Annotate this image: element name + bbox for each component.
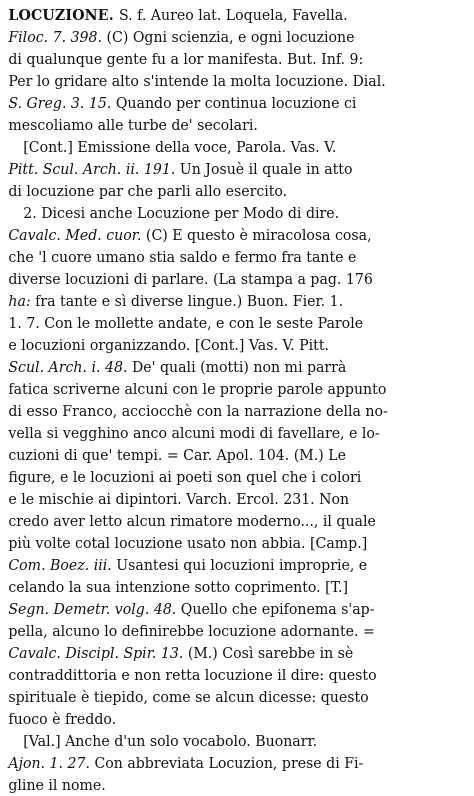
line-text: fra tante e sì diverse lingue.) Buon. Fier. 1. <box>30 292 344 310</box>
line-text: diverse locuzioni di parlare. (La stampa a pag. 176 <box>8 270 373 288</box>
line-text: cuzioni di que' tempi. = Car. Apol. 104. (M.) Le <box>8 446 346 464</box>
citation: Filoc. 7. 398. <box>8 28 103 46</box>
line-text: celando la sua intenzione sotto coprimento. [T.] <box>8 578 348 596</box>
line-text: e locuzioni organizzando. [Cont.] Vas. V. Pitt. <box>8 336 330 354</box>
citation: Scul. Arch. i. 48. <box>8 358 128 376</box>
text-line <box>8 312 435 334</box>
line-text: 2. Dicesi anche Locuzione per Modo di dire. <box>23 204 340 222</box>
text-line <box>8 642 435 664</box>
line-text: gline il nome. <box>8 776 106 794</box>
line-text: di esso Franco, acciocchè con la narrazione della no- <box>8 402 388 420</box>
line-text: pella, alcuno lo definirebbe locuzione adornante. = <box>8 622 375 640</box>
line-text: credo aver letto alcun rimatore moderno..., il quale <box>8 512 376 530</box>
text-line <box>8 70 435 92</box>
line-text: De' quali (motti) non mi parrà <box>127 358 347 376</box>
text-line <box>8 752 435 774</box>
text-line <box>8 422 435 444</box>
line-text: S. f. Aureo lat. Loquela, Favella. <box>118 6 348 24</box>
line-text: spirituale è tiepido, come se alcun dicesse: questo <box>8 688 369 706</box>
text-line <box>8 268 435 290</box>
citation: Segn. Demetr. volg. 48. <box>8 600 177 618</box>
line-text: Usantesi qui locuzioni improprie, e <box>111 556 368 574</box>
text-line <box>8 620 435 642</box>
text-line <box>8 48 435 70</box>
text-line <box>8 92 435 114</box>
headword: LOCUZIONE. <box>8 6 119 24</box>
text-line <box>8 26 435 48</box>
text-line <box>8 598 435 620</box>
citation: ha: <box>8 292 31 310</box>
line-text: vella si vegghino anco alcuni modi di favellare, e lo- <box>8 424 380 442</box>
line-text: 1. 7. Con le mollette andate, e con le seste Parole <box>8 314 364 332</box>
citation: Cavalc. Discipl. Spir. 13. <box>8 644 184 662</box>
line-text: di qualunque gente fu a lor manifesta. But. Inf. 9: <box>8 50 364 68</box>
text-line <box>8 466 435 488</box>
text-line <box>8 4 435 26</box>
text-line <box>8 378 435 400</box>
text-line <box>8 510 435 532</box>
line-text: figure, e le locuzioni ai poeti son quel che i colori <box>8 468 362 486</box>
dictionary-entry-locuzione <box>8 4 435 796</box>
text-line <box>8 730 435 752</box>
text-line <box>8 158 435 180</box>
citation: S. Greg. 3. 15. <box>8 94 112 112</box>
text-line <box>8 290 435 312</box>
line-text: [Cont.] Emissione della voce, Parola. Vas. V. <box>23 138 337 156</box>
text-line <box>8 554 435 576</box>
text-line <box>8 686 435 708</box>
text-line <box>8 444 435 466</box>
line-text: Un Josuè il quale in atto <box>175 160 353 178</box>
text-line <box>8 400 435 422</box>
citation: Pitt. Scul. Arch. ii. 191. <box>8 160 176 178</box>
text-line <box>8 532 435 554</box>
line-text: Quello che epifonema s'ap- <box>176 600 375 618</box>
line-text: fuoco è freddo. <box>8 710 117 728</box>
text-line <box>8 774 435 796</box>
text-line <box>8 576 435 598</box>
citation: Ajon. 1. 27. <box>8 754 90 772</box>
text-line <box>8 136 435 158</box>
text-line <box>8 488 435 510</box>
line-text: e le mischie ai dipintori. Varch. Ercol. 231. Non <box>8 490 350 508</box>
line-text: [Val.] Anche d'un solo vocabolo. Buonarr. <box>23 732 318 750</box>
text-line <box>8 224 435 246</box>
text-line <box>8 202 435 224</box>
line-text: contraddittoria e non retta locuzione il dire: questo <box>8 666 377 684</box>
line-text: Con abbreviata Locuzion, prese di Fi- <box>89 754 364 772</box>
line-text: (C) E questo è miracolosa cosa, <box>141 226 372 244</box>
text-line <box>8 664 435 686</box>
text-line <box>8 334 435 356</box>
line-text: (C) Ogni scienzia, e ogni locuzione <box>102 28 355 46</box>
text-line <box>8 356 435 378</box>
line-text: più volte cotal locuzione usato non abbia. [Camp.] <box>8 534 368 552</box>
text-line <box>8 114 435 136</box>
line-text: (M.) Così sarebbe in sè <box>183 644 354 662</box>
line-text: fatica scriverne alcuni con le proprie parole appunto <box>8 380 387 398</box>
line-text: mescoliamo alle turbe de' secolari. <box>8 116 258 134</box>
line-text: che 'l cuore umano stia saldo e fermo fra tante e <box>8 248 357 266</box>
citation: Cavalc. Med. cuor. <box>8 226 142 244</box>
text-line <box>8 708 435 730</box>
line-text: di locuzione par che parli allo esercito. <box>8 182 288 200</box>
line-text: Quando per continua locuzione ci <box>111 94 357 112</box>
text-line <box>8 246 435 268</box>
citation: Com. Boez. iii. <box>8 556 112 574</box>
text-line <box>8 180 435 202</box>
line-text: Per lo gridare alto s'intende la molta locuzione. Dial. <box>8 72 386 90</box>
